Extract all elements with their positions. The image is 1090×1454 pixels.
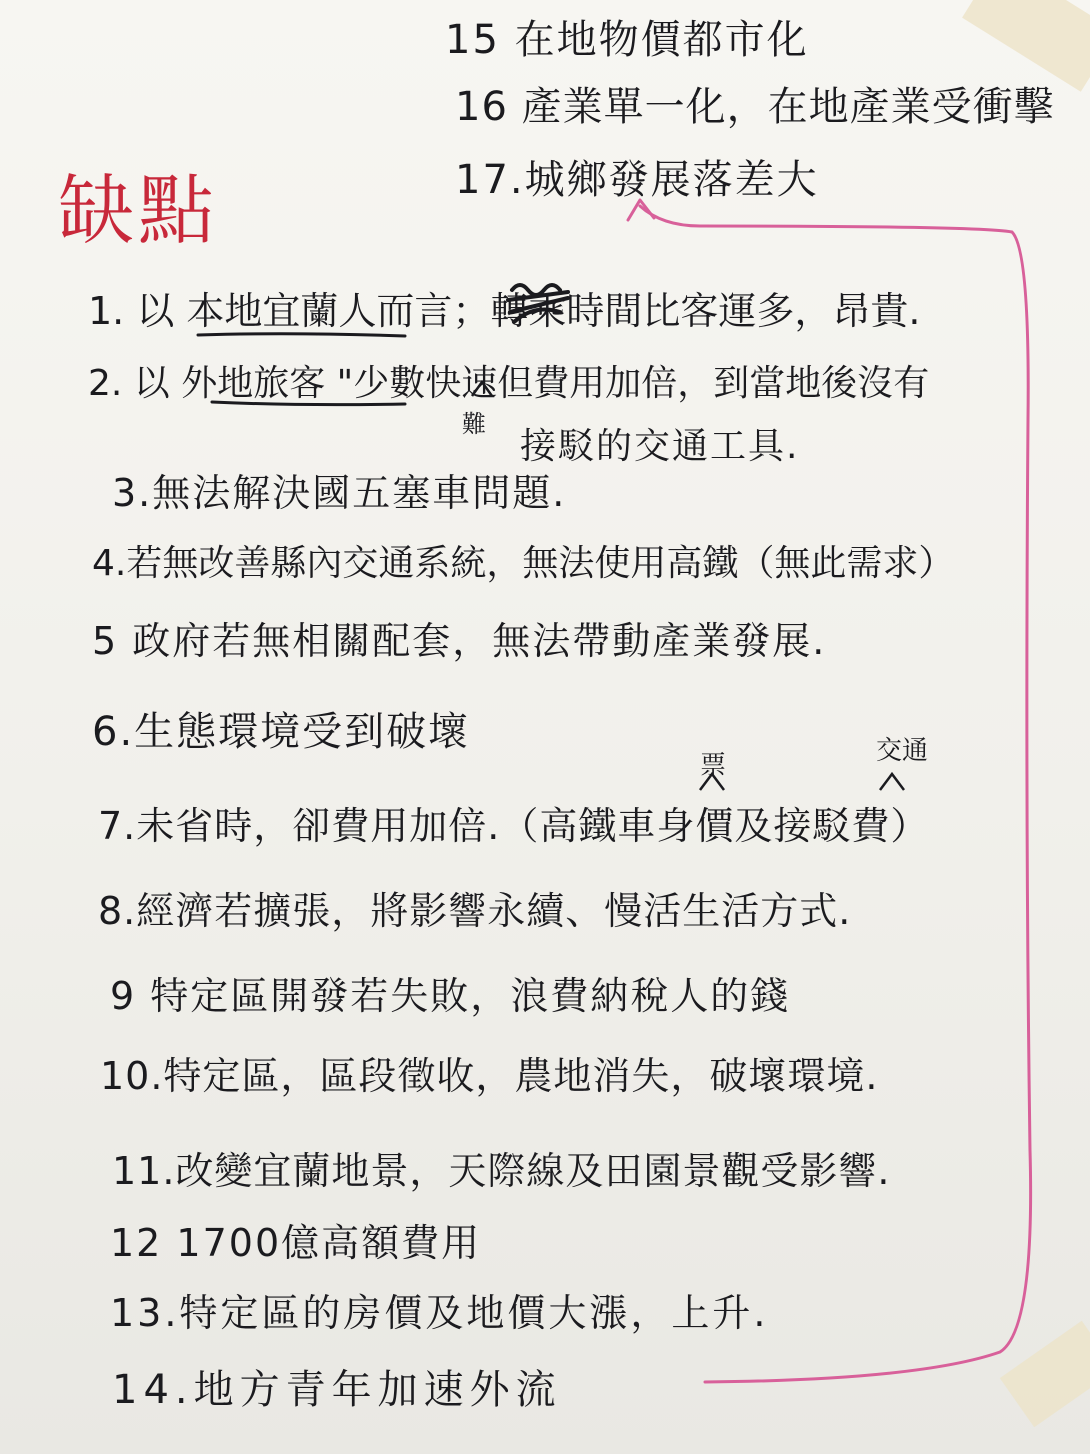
scribble-strikeout xyxy=(508,285,568,322)
item-2-insert-text: 難 xyxy=(462,410,486,438)
insert-caret-item-2 xyxy=(472,382,492,396)
item-3: 3.無法解決國五塞車問題. xyxy=(112,471,567,515)
item-12: 12 1700億高額費用 xyxy=(110,1221,482,1265)
item-11: 11.改變宜蘭地景，天際線及田園景觀受影響. xyxy=(112,1149,891,1193)
page-title: 缺點 xyxy=(58,166,218,255)
item-14: 14.地方青年加速外流 xyxy=(112,1367,562,1413)
insert-caret-item-7-transport xyxy=(880,774,904,790)
item-2-continued: 接駁的交通工具. xyxy=(520,426,800,467)
item-7: 7.未省時，卻費用加倍.（高鐵車身價及接駁費） xyxy=(98,804,930,848)
pink-arrowhead xyxy=(628,200,654,220)
item-7-insert-ticket: 票 xyxy=(700,751,727,781)
underline-outside-visitors xyxy=(212,402,405,405)
item-17: 17.城鄉發展落差大 xyxy=(455,157,819,203)
item-10: 10.特定區，區段徵收，農地消失，破壞環境. xyxy=(100,1054,879,1098)
item-15: 15 在地物價都市化 xyxy=(445,17,809,63)
item-13: 13.特定區的房價及地價大漲，上升. xyxy=(110,1291,769,1335)
pink-bracket-arrow xyxy=(640,206,1031,1382)
insert-caret-item-7-ticket xyxy=(700,774,724,790)
item-8: 8.經濟若擴張，將影響永續、慢活生活方式. xyxy=(98,889,852,933)
item-5: 5 政府若無相關配套，無法帶動產業發展. xyxy=(92,619,827,663)
item-1: 1. 以 本地宜蘭人而言；轉乘時間比客運多，昂貴. xyxy=(88,289,921,333)
item-2: 2. 以 外地旅客 "少數快速但費用加倍，到當地後沒有 xyxy=(88,363,930,404)
item-7-insert-transport: 交通 xyxy=(876,736,929,766)
item-16: 16 產業單一化，在地產業受衝擊 xyxy=(455,84,1055,130)
underline-local-residents xyxy=(198,334,405,336)
item-9: 9 特定區開發若失敗，浪費納稅人的錢 xyxy=(110,974,791,1018)
item-4: 4.若無改善縣內交通系統，無法使用高鐵（無此需求） xyxy=(92,543,955,584)
item-6: 6.生態環境受到破壞 xyxy=(92,709,471,755)
